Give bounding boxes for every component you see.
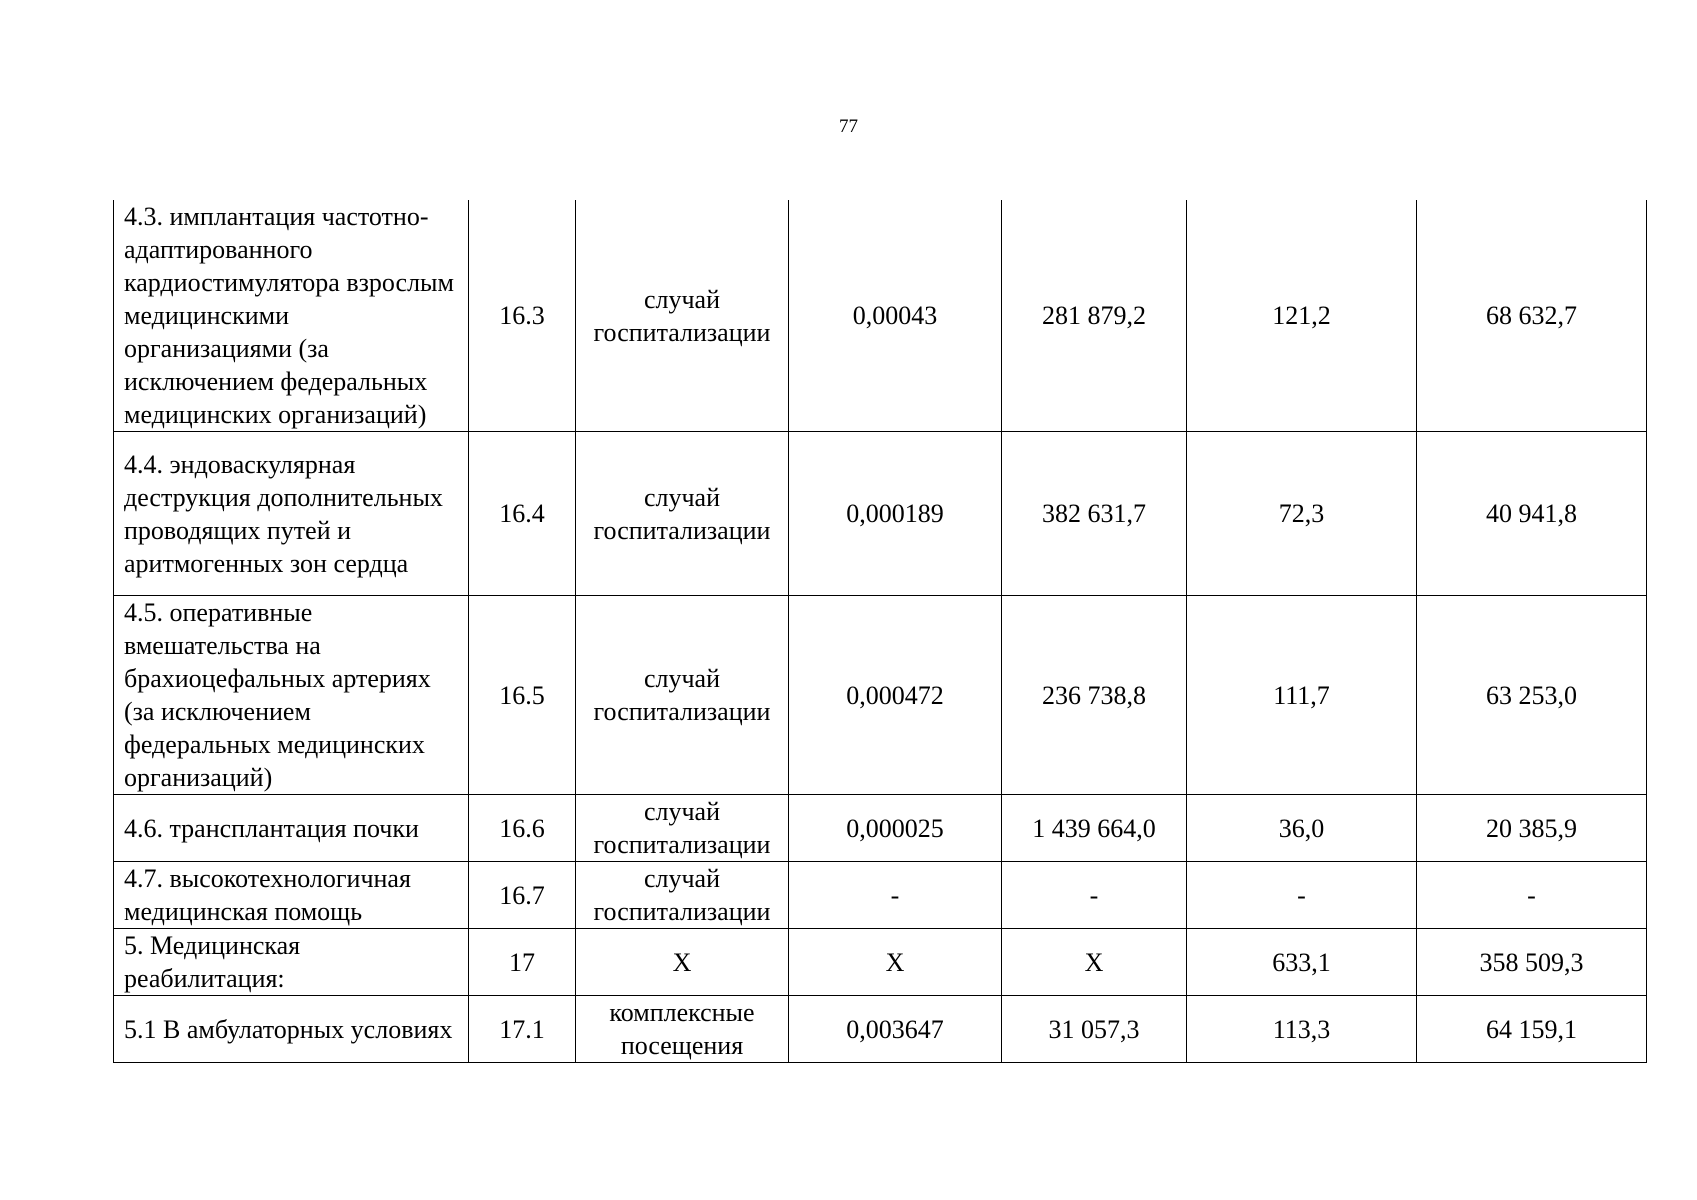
row-total: 40 941,8 [1417,432,1647,596]
row-code: 16.6 [469,795,576,862]
row-unit: случай госпитализации [576,862,789,929]
table-row [114,929,1647,996]
row-unit: случай госпитализации [576,200,789,432]
row-per-capita: 72,3 [1187,432,1417,596]
row-code: 16.7 [469,862,576,929]
row-norm: 0,000189 [789,432,1002,596]
row-norm: - [789,862,1002,929]
row-total: 20 385,9 [1417,795,1647,862]
row-norm: 0,000472 [789,596,1002,795]
row-per-capita: 121,2 [1187,200,1417,432]
row-total: 63 253,0 [1417,596,1647,795]
row-norm: 0,00043 [789,200,1002,432]
row-per-capita: 36,0 [1187,795,1417,862]
row-cost: 281 879,2 [1002,200,1187,432]
row-per-capita: 111,7 [1187,596,1417,795]
row-per-capita: - [1187,862,1417,929]
data-table [113,200,1647,1063]
row-code: 16.5 [469,596,576,795]
table-row [114,596,1647,795]
row-per-capita: 633,1 [1187,929,1417,996]
row-cost: 1 439 664,0 [1002,795,1187,862]
table-row [114,862,1647,929]
table-row [114,432,1647,596]
row-cost: - [1002,862,1187,929]
row-code: 16.4 [469,432,576,596]
row-name: 5. Медицинская реабилитация: [114,929,469,996]
row-cost: 236 738,8 [1002,596,1187,795]
row-code: 17 [469,929,576,996]
row-norm: 0,000025 [789,795,1002,862]
row-name: 4.5. оперативные вмешательства на брахиоцефальных артериях (за исключением федеральных медицинских организаций) [114,596,469,795]
row-norm: Х [789,929,1002,996]
row-unit: случай госпитализации [576,795,789,862]
row-code: 16.3 [469,200,576,432]
row-total: - [1417,862,1647,929]
row-cost: Х [1002,929,1187,996]
table-row [114,795,1647,862]
row-name: 4.4. эндоваскулярная деструкция дополнительных проводящих путей и аритмогенных зон сердца [114,432,469,596]
row-total: 64 159,1 [1417,996,1647,1063]
row-norm: 0,003647 [789,996,1002,1063]
row-per-capita: 113,3 [1187,996,1417,1063]
row-name: 4.6. трансплантация почки [114,795,469,862]
row-total: 358 509,3 [1417,929,1647,996]
row-unit: Х [576,929,789,996]
row-unit: случай госпитализации [576,596,789,795]
row-total: 68 632,7 [1417,200,1647,432]
row-unit: комплексные посещения [576,996,789,1063]
row-name: 4.7. высокотехнологичная медицинская помощь [114,862,469,929]
table-row [114,996,1647,1063]
row-cost: 31 057,3 [1002,996,1187,1063]
row-name: 4.3. имплантация частотно-адаптированного кардиостимулятора взрослым медицинскими организациями (за исключением федеральных медицинских организаций) [114,200,469,432]
row-unit: случай госпитализации [576,432,789,596]
table-row [114,200,1647,432]
row-cost: 382 631,7 [1002,432,1187,596]
row-code: 17.1 [469,996,576,1063]
page-number: 77 [839,116,858,137]
row-name: 5.1 В амбулаторных условиях [114,996,469,1063]
